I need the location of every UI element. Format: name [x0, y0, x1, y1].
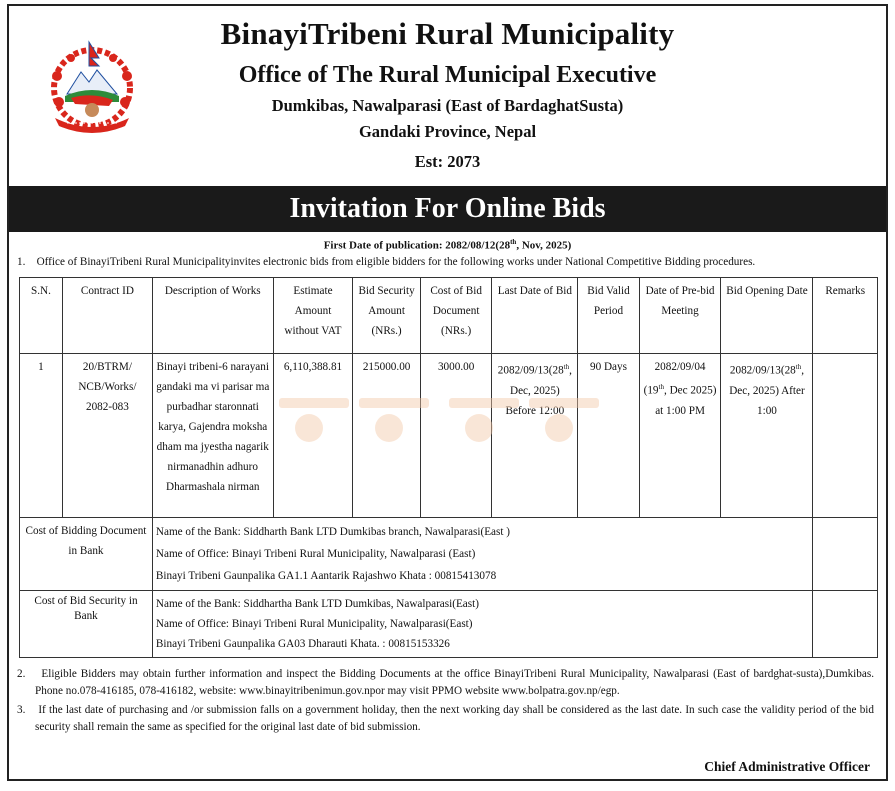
province: Gandaki Province, Nepal: [358, 122, 537, 141]
municipality-name: BinayiTribeni Rural Municipality: [220, 16, 675, 51]
cell-opening: [721, 354, 813, 518]
paragraph-1: 1. Office of BinayiTribeni Rural Municipalityinvites electronic bids from eligible bidders for the following works under National Competitive Bidding procedures.: [17, 256, 756, 268]
office-address: Dumkibas, Nawalparasi (East of BardaghatSusta): [271, 96, 624, 115]
opening-a: 2082/09/13(28: [729, 364, 796, 377]
publication-date-label: First Date of publication: 2082/08/12(28: [323, 239, 511, 252]
established-year: Est: 2073: [414, 152, 481, 171]
security-bank-row: [20, 591, 878, 658]
cell-prebid: [639, 354, 721, 518]
header-cost-doc: Cost of Bid Document (NRs.): [420, 278, 492, 354]
paragraph-2: 2. Eligible Bidders may obtain further information and inspect the Bidding Documents at the office BinayiTribeni Rural Municipality, Nawalparasi (East of bardghat-susta),Dumkibas. Phone no.078-416185, 078-416182, website: www.binayitribenimun.gov.npor may visit PPMO website www.bolpatra.gov.np/egp.: [17, 668, 874, 697]
prebid-sup: th: [658, 383, 664, 391]
header-estimate: Estimate Amount without VAT: [273, 278, 353, 354]
header-last-date: Last Date of Bid: [492, 278, 578, 354]
security-bank-label: Cost of Bid Security in Bank: [20, 591, 153, 658]
bids-table: [19, 277, 878, 658]
publication-date: [9, 238, 886, 254]
cell-description: Binayi tribeni-6 narayani gandaki ma vi parisar ma purbadhar staronnati karya, Gajendra moksha dham ma jyestha nagarik nirmanadhin adhuro Dharmashala nirman: [152, 354, 273, 518]
cell-validity: 90 Days: [578, 354, 639, 518]
notice-page: [7, 4, 888, 781]
header-validity: Bid Valid Period: [578, 278, 639, 354]
security-bank-empty: [813, 591, 878, 658]
publication-date-rest: , Nov, 2025): [516, 239, 572, 252]
cost-doc-bank-line3: Binayi Tribeni Gaunpalika GA1.1 Aantarik Rajashwo Khata : 00815413078: [155, 570, 497, 582]
cost-doc-bank-empty: [813, 518, 878, 591]
publication-date-sup: th: [510, 238, 517, 246]
cell-last-date: [492, 354, 578, 518]
signature: Chief Administrative Officer: [704, 759, 870, 774]
security-bank-line2: Name of Office: Binayi Tribeni Rural Municipality, Nawalparasi(East): [155, 618, 473, 630]
cell-estimate: 6,110,388.81: [273, 354, 353, 518]
header-sn: S.N.: [20, 278, 63, 354]
notice-banner: Invitation For Online Bids: [9, 186, 886, 232]
cost-doc-bank-line1: Name of the Bank: Siddharth Bank LTD Dumkibas branch, Nawalparasi(East ): [155, 526, 510, 538]
security-bank-details: [152, 591, 813, 658]
last-date-a: 2082/09/13(28: [497, 364, 564, 377]
security-bank-line1: Name of the Bank: Siddhartha Bank LTD Dumkibas, Nawalparasi(East): [155, 598, 479, 610]
opening-sup: th: [795, 363, 802, 371]
header-opening: Bid Opening Date: [721, 278, 813, 354]
cell-sn: 1: [20, 354, 63, 518]
cell-cost-doc: 3000.00: [420, 354, 492, 518]
table-row: [20, 354, 878, 518]
cost-doc-bank-details: [152, 518, 813, 591]
prebid-b: , Dec 2025) at 1:00 PM: [655, 384, 717, 417]
cost-doc-bank-row: [20, 518, 878, 591]
table-header-row: [20, 278, 878, 354]
opening-b: , Dec, 2025) After 1:00: [729, 364, 805, 417]
cell-bid-security: 215000.00: [353, 354, 420, 518]
last-date-sup: th: [563, 363, 570, 371]
header-bid-security: Bid Security Amount (NRs.): [353, 278, 420, 354]
header-remarks: Remarks: [813, 278, 878, 354]
paragraph-3: 3. If the last date of purchasing and /or submission falls on a government holiday, then the next working day shall be considered as the last date. In such case the validity period of the bid security shall remain the same as specified for the original last date of bid submission.: [17, 704, 874, 733]
notice-header: [9, 6, 886, 186]
cost-doc-bank-line2: Name of Office: Binayi Tribeni Rural Municipality, Nawalparasi (East): [155, 548, 476, 560]
cost-doc-bank-label: Cost of Bidding Document in Bank: [20, 518, 153, 591]
office-name: Office of The Rural Municipal Executive: [238, 62, 657, 88]
security-bank-line3: Binayi Tribeni Gaunpalika GA03 Dharauti Khata. : 00815153326: [155, 638, 450, 650]
header-description: Description of Works: [152, 278, 273, 354]
header-contract-id: Contract ID: [62, 278, 152, 354]
cell-remarks: [813, 354, 878, 518]
header-prebid: Date of Pre-bid Meeting: [639, 278, 721, 354]
last-date-b: , Dec, 2025) Before 12:00: [505, 364, 572, 417]
cell-contract-id: 20/BTRM/ NCB/Works/ 2082-083: [62, 354, 152, 518]
prebid-a: 2082/09/04 (19: [643, 361, 706, 397]
